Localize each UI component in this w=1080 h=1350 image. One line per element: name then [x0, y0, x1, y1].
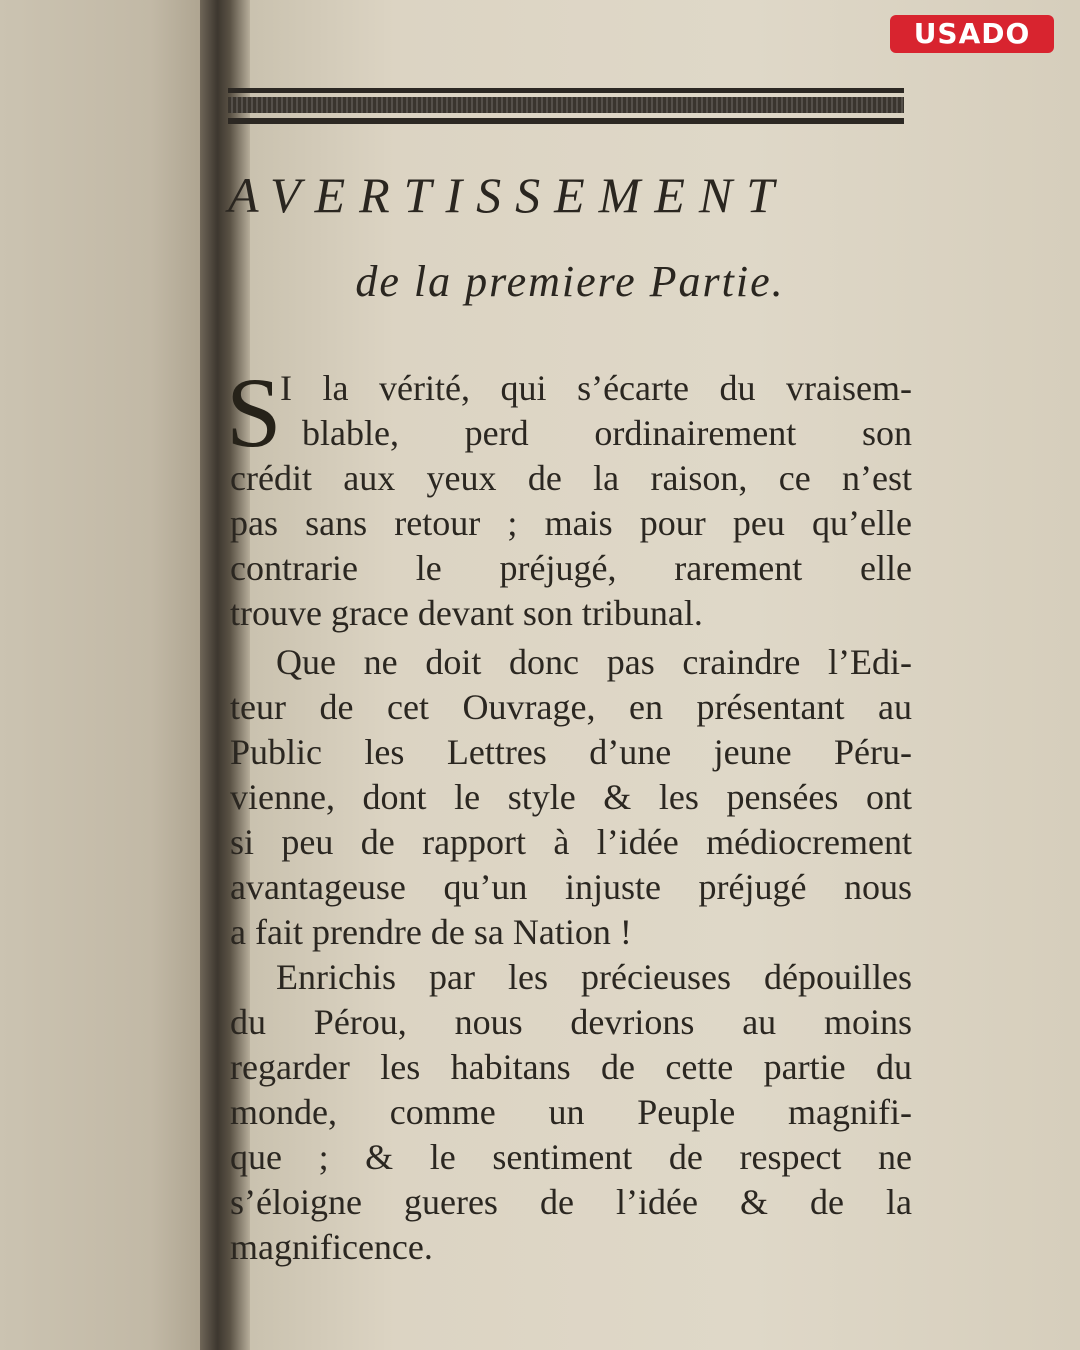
drop-cap: S [226, 357, 282, 468]
text-line: I la vérité, qui s’écarte du vraisem- [280, 368, 912, 408]
text-line: que ; & le sentiment de respect ne [230, 1137, 912, 1177]
ornament-rule-bottom [228, 118, 904, 124]
text-line: teur de cet Ouvrage, en présentant au [230, 687, 912, 727]
text-line: contrarie le préjugé, rarement elle [230, 548, 912, 588]
left-page [0, 0, 215, 1350]
usado-badge: USADO [890, 15, 1054, 53]
text-line: avantageuse qu’un injuste préjugé nous [230, 867, 912, 907]
text-line: crédit aux yeux de la raison, ce n’est [230, 458, 912, 498]
text-line: blable, perd ordinairement son [302, 413, 912, 453]
text-line: a fait prendre de sa Nation ! [230, 912, 632, 952]
paragraph-2 [230, 640, 912, 955]
text-line: pas sans retour ; mais pour peu qu’elle [230, 503, 912, 543]
text-line: magnificence. [230, 1227, 433, 1267]
ornament-rule-middle [228, 97, 904, 113]
text-line: Enrichis par les précieuses dépouilles [276, 957, 912, 997]
text-line: regarder les habitans de cette partie du [230, 1047, 912, 1087]
ornament-rule-top [228, 88, 904, 93]
page-subheading: de la premiere Partie. [355, 257, 785, 306]
text-line: s’éloigne gueres de l’idée & de la [230, 1182, 912, 1222]
text-line: monde, comme un Peuple magnifi- [230, 1092, 912, 1132]
text-line: si peu de rapport à l’idée médiocrement [230, 822, 912, 862]
text-line: Que ne doit donc pas craindre l’Edi- [276, 642, 912, 682]
text-line: trouve grace devant son tribunal. [230, 593, 703, 633]
paragraph-1 [230, 366, 912, 636]
page-heading: AVERTISSEMENT [228, 167, 789, 223]
text-line: Public les Lettres d’une jeune Péru- [230, 732, 912, 772]
paragraph-3 [230, 955, 912, 1270]
text-line: vienne, dont le style & les pensées ont [230, 777, 912, 817]
text-line: du Pérou, nous devrions au moins [230, 1002, 912, 1042]
